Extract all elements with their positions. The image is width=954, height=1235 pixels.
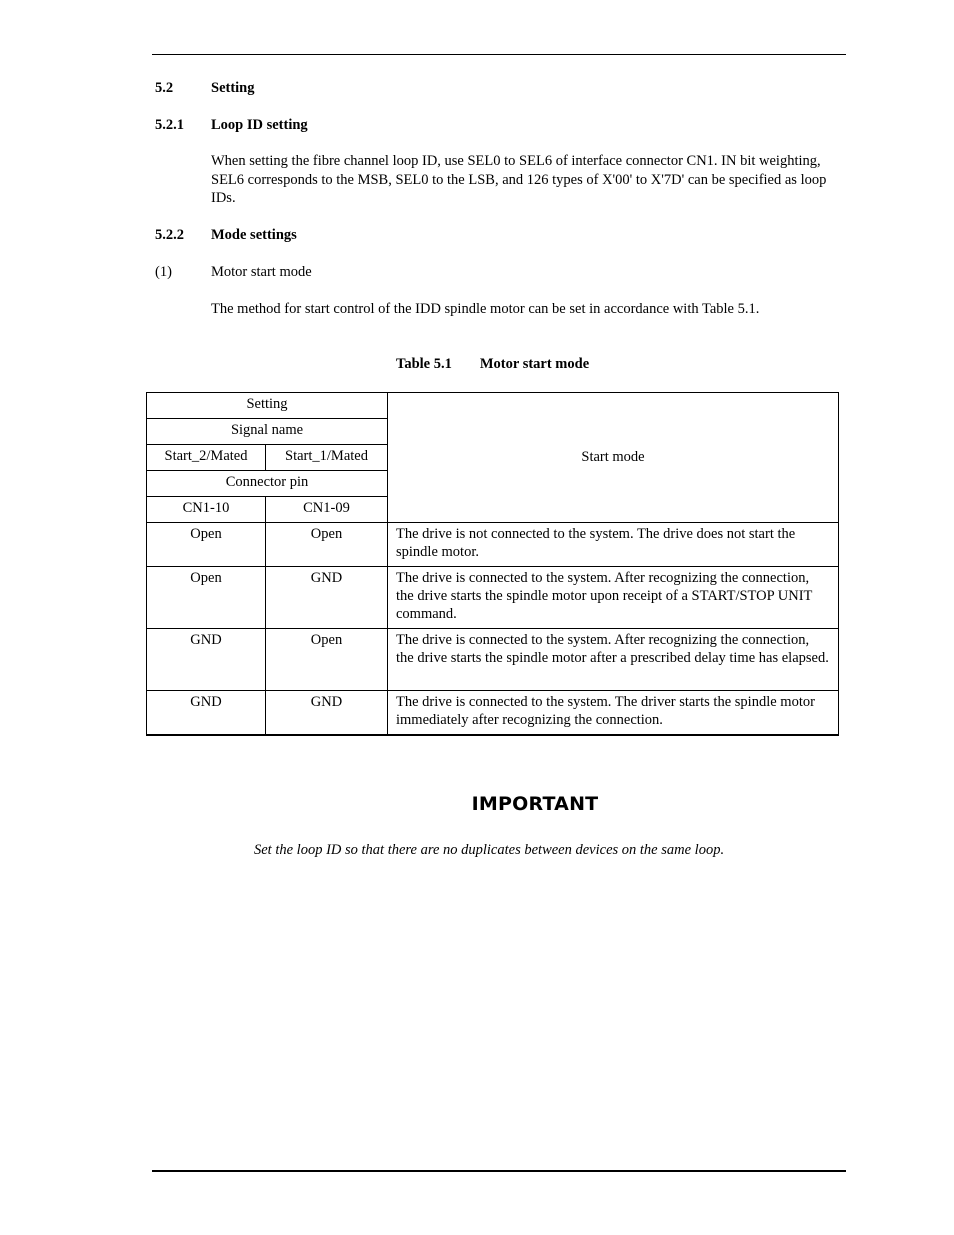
header-pin-cn1-10: CN1-10 xyxy=(147,497,266,523)
cell-start1: Open xyxy=(266,523,388,567)
subsection-number: 5.2.1 xyxy=(155,117,184,133)
table-row xyxy=(147,567,839,629)
section-number: 5.2 xyxy=(155,80,174,96)
cell-start-mode: The drive is connected to the system. After recognizing the connection, the drive starts the spindle motor upon receipt of a START/STOP UNIT command. xyxy=(388,567,839,629)
header-signal-name: Signal name xyxy=(147,419,388,445)
important-note: Set the loop ID so that there are no duplicates between devices on the same loop. xyxy=(254,842,725,858)
table-caption-title: Motor start mode xyxy=(479,356,590,372)
cell-start-mode: The drive is not connected to the system. The drive does not start the spindle motor. xyxy=(388,523,839,567)
list-item-title: Motor start mode xyxy=(211,264,312,280)
cell-start2: Open xyxy=(147,567,266,629)
header-connector-pin: Connector pin xyxy=(147,471,388,497)
table-row xyxy=(147,523,839,567)
important-heading: IMPORTANT xyxy=(471,793,599,815)
subsection-number: 5.2.2 xyxy=(155,227,184,243)
header-signal-start2: Start_2/Mated xyxy=(147,445,266,471)
cell-start2: GND xyxy=(147,691,266,736)
header-pin-cn1-09: CN1-09 xyxy=(266,497,388,523)
cell-start1: GND xyxy=(266,567,388,629)
subsection-title: Mode settings xyxy=(211,227,297,243)
section-title: Setting xyxy=(211,80,255,96)
cell-start2: Open xyxy=(147,523,266,567)
header-setting: Setting xyxy=(147,393,388,419)
cell-start1: Open xyxy=(266,629,388,691)
cell-start1: GND xyxy=(266,691,388,736)
table-caption xyxy=(396,356,589,373)
table-caption-number: Table 5.1 xyxy=(396,356,452,372)
cell-start-mode: The drive is connected to the system. After recognizing the connection, the drive starts the spindle motor after a prescribed delay time has elapsed. xyxy=(388,629,839,691)
list-item-number: (1) xyxy=(155,264,172,280)
header-signal-start1: Start_1/Mated xyxy=(266,445,388,471)
cell-start2: GND xyxy=(147,629,266,691)
motor-start-paragraph: The method for start control of the IDD spindle motor can be set in accordance with Table 5.1. xyxy=(211,301,760,317)
footer-rule xyxy=(152,1170,846,1172)
table-row xyxy=(147,629,839,691)
table-row xyxy=(147,691,839,736)
header-rule xyxy=(152,54,846,55)
loop-id-paragraph: When setting the fibre channel loop ID, use SEL0 to SEL6 of interface connector CN1. IN bit weighting, SEL6 corresponds to the MSB, SEL0 to the LSB, and 126 types of X'00' to X'7D' can be specified as loop IDs. xyxy=(211,153,827,206)
header-start-mode: Start mode xyxy=(388,393,839,523)
motor-start-table xyxy=(146,392,839,736)
subsection-title: Loop ID setting xyxy=(211,117,308,133)
cell-start-mode: The drive is connected to the system. The driver starts the spindle motor immediately after recognizing the connection. xyxy=(388,691,839,736)
